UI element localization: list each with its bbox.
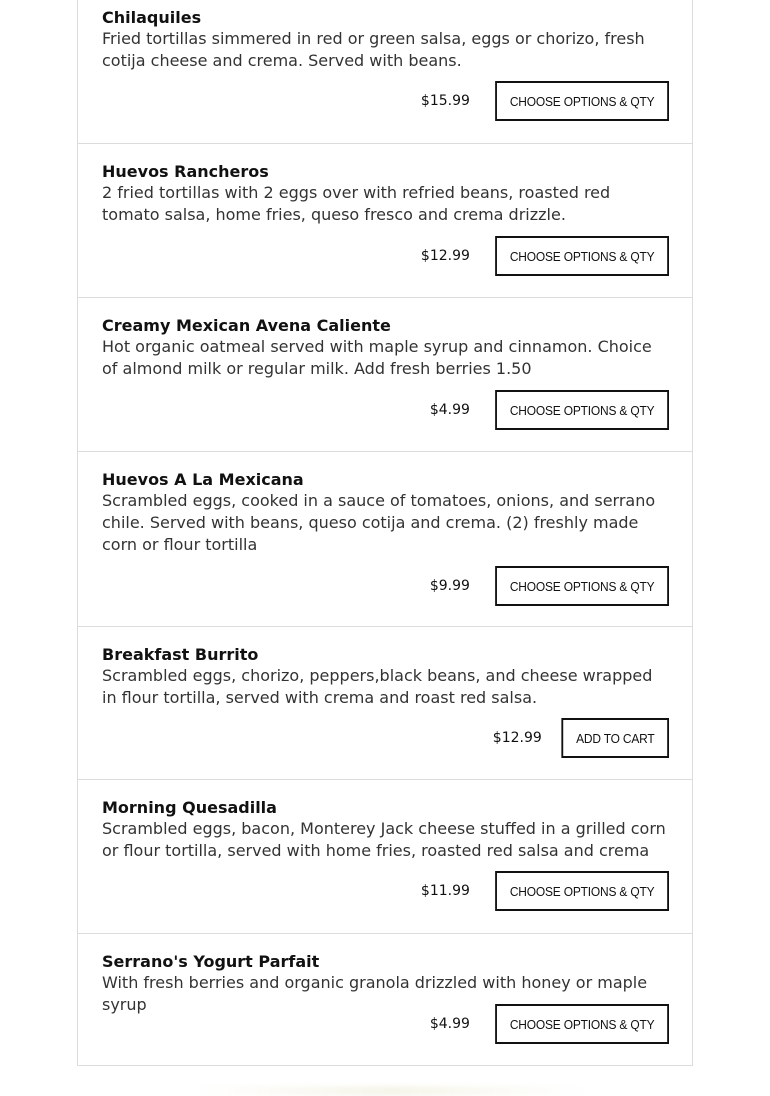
item-price: $11.99 [420, 883, 470, 899]
menu-item-breakfast-burrito [78, 626, 692, 779]
item-name: Huevos Rancheros [102, 162, 269, 181]
choose-options-button[interactable]: CHOOSE OPTIONS & QTY [495, 871, 669, 911]
item-footer [421, 871, 669, 911]
item-name: Morning Quesadilla [102, 798, 277, 817]
item-name: Serrano's Yogurt Parfait [102, 952, 320, 971]
item-description: With fresh berries and organic granola drizzled with honey or maple syrup [102, 973, 648, 1014]
item-price: $12.99 [492, 730, 542, 746]
item-footer [493, 718, 669, 758]
item-price: $15.99 [420, 93, 470, 109]
item-footer [430, 1004, 669, 1044]
item-footer [421, 81, 669, 121]
add-to-cart-button[interactable]: ADD TO CART [561, 718, 669, 758]
choose-options-button[interactable]: CHOOSE OPTIONS & QTY [495, 1004, 669, 1044]
item-description: Hot organic oatmeal served with maple syrup and cinnamon. Choice of almond milk or regular milk. Add fresh berries 1.50 [102, 337, 652, 378]
menu-item-huevos-rancheros [78, 143, 692, 297]
item-price: $12.99 [420, 248, 470, 264]
item-price: $4.99 [429, 1016, 470, 1032]
item-price: $9.99 [429, 578, 470, 594]
choose-options-button[interactable]: CHOOSE OPTIONS & QTY [495, 390, 669, 430]
item-name: Huevos A La Mexicana [102, 470, 304, 489]
menu-item-morning-quesadilla [78, 779, 692, 933]
item-price: $4.99 [429, 402, 470, 418]
menu-item-avena-caliente [78, 297, 692, 451]
choose-options-button[interactable]: CHOOSE OPTIONS & QTY [495, 81, 669, 121]
bottom-fade [190, 1086, 590, 1096]
item-description: Scrambled eggs, chorizo, peppers,black beans, and cheese wrapped in flour tortilla, served with crema and roast red salsa. [102, 666, 653, 707]
menu-item-yogurt-parfait [78, 933, 692, 1065]
menu-item-list [77, 0, 693, 1066]
choose-options-button[interactable]: CHOOSE OPTIONS & QTY [495, 566, 669, 606]
item-description: Fried tortillas simmered in red or green salsa, eggs or chorizo, fresh cotija cheese and crema. Served with beans. [102, 29, 645, 70]
item-description: 2 fried tortillas with 2 eggs over with refried beans, roasted red tomato salsa, home fries, queso fresco and crema drizzle. [102, 183, 611, 224]
menu-item-chilaquiles [78, 0, 692, 143]
item-description: Scrambled eggs, bacon, Monterey Jack cheese stuffed in a grilled corn or flour tortilla, served with home fries, roasted red salsa and crema [102, 819, 666, 860]
menu-item-huevos-a-la-mexicana [78, 451, 692, 626]
item-name: Breakfast Burrito [102, 645, 259, 664]
item-description: Scrambled eggs, cooked in a sauce of tomatoes, onions, and serrano chile. Served with beans, queso cotija and crema. (2) freshly made corn or flour tortilla [102, 491, 656, 554]
item-name: Chilaquiles [102, 8, 202, 27]
item-footer [421, 236, 669, 276]
item-name: Creamy Mexican Avena Caliente [102, 316, 391, 335]
item-footer [430, 390, 669, 430]
item-footer [430, 566, 669, 606]
choose-options-button[interactable]: CHOOSE OPTIONS & QTY [495, 236, 669, 276]
